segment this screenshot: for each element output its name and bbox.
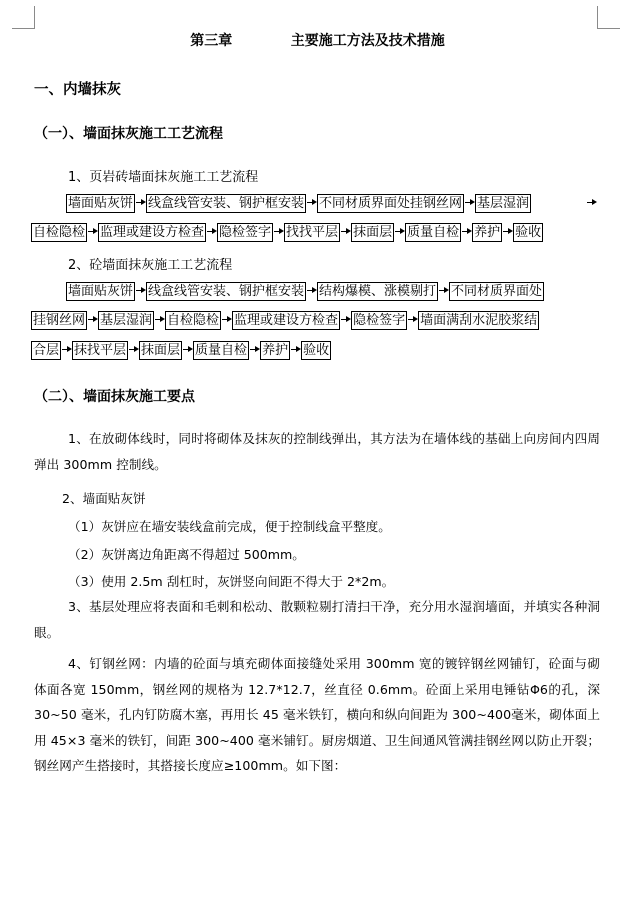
flow-step: 结构爆模、涨模剔打 [319, 283, 437, 299]
flow-step: 验收 [515, 224, 542, 240]
flow-step: 抹面层 [353, 224, 393, 240]
arrow-right-icon [340, 222, 351, 242]
flow-step: 墙面贴灰饼 [68, 283, 134, 299]
flow1-row1 [66, 193, 606, 213]
arrow-right-icon [586, 193, 597, 213]
paragraph-2-item-3: （3）使用 2.5m 刮杠时，灰饼竖向间距不得大于 2*2m。 [68, 574, 395, 589]
flow-step: 线盒线管安装、钢护框安装 [148, 195, 305, 211]
flow-step: 不同材质界面处挂钢丝网 [319, 195, 463, 211]
flow2-row1 [66, 281, 606, 301]
arrow-right-icon [135, 193, 146, 213]
arrow-right-icon [438, 281, 449, 301]
flow2-row3 [31, 340, 601, 360]
arrow-right-icon [394, 222, 405, 242]
page-corner-mark-left [12, 6, 35, 29]
flow-step: 养护 [474, 224, 501, 240]
arrow-right-icon [221, 310, 232, 330]
arrow-right-icon [182, 340, 193, 360]
arrow-right-icon [128, 340, 139, 360]
flow-step: 墙面贴灰饼 [68, 195, 134, 211]
flow2-row2 [31, 310, 601, 330]
paragraph-1: 1、在放砌体线时，同时将砌体及抹灰的控制线弹出，其方法为在墙体线的基础上向房间内四周弹出 300mm 控制线。 [34, 431, 600, 472]
page-corner-mark-right [597, 6, 620, 29]
arrow-right-icon [306, 281, 317, 301]
paragraph-4: 4、钉钢丝网：内墙的砼面与填充砌体面接缝处采用 300mm 宽的镀锌钢丝网铺钉，砼面与砌体面各宽 150mm，钢丝网的规格为 12.7*12.7，丝直径 0.6mm。砼面上采用电锤钻Φ6的孔，深 30~50 毫米，孔内钉防腐木塞，再用长 45 毫米铁钉，横向和纵向间距为 300~400毫米，砌体面上用 45×3 毫米的铁钉，间距 300~400 毫米铺钉。厨房烟道、卫生间通风管满挂钢丝网以防止开裂；钢丝网产生搭接时，其搭接长度应≥100mm。如下图： [34, 656, 600, 773]
flow-step: 质量自检 [195, 342, 248, 358]
arrow-right-icon [273, 222, 284, 242]
flow-step: 不同材质界面处 [451, 283, 543, 299]
flow-step: 自检隐检 [167, 312, 220, 328]
flow-step: 隐检签字 [219, 224, 272, 240]
arrow-right-icon [306, 193, 317, 213]
flow-step: 自检隐检 [33, 224, 86, 240]
flow-step: 抹面层 [141, 342, 181, 358]
arrow-right-icon [87, 222, 98, 242]
flow-step: 挂钢丝网 [33, 312, 86, 328]
paragraph-2-heading: 2、墙面贴灰饼 [62, 491, 146, 506]
flow-step: 抹找平层 [74, 342, 127, 358]
flow-step: 监理或建设方检查 [234, 312, 339, 328]
flow1-title: 1、页岩砖墙面抹灰施工工艺流程 [68, 170, 259, 185]
arrow-right-icon [61, 340, 72, 360]
arrow-right-icon [340, 310, 351, 330]
paragraph-3: 3、基层处理应将表面和毛刺和松动、散颗粒剔打清扫干净，充分用水湿润墙面，并填实各种洞眼。 [34, 599, 600, 640]
flow-step: 质量自检 [407, 224, 460, 240]
flow-step: 墙面满刮水泥胶浆结 [420, 312, 538, 328]
paragraph-2-item-1: （1）灰饼应在墙安装线盒前完成，便于控制线盒平整度。 [68, 519, 391, 534]
flow-step: 合层 [33, 342, 60, 358]
paragraph-2-item-2: （2）灰饼离边角距离不得超过 500mm。 [68, 547, 305, 562]
subsection-heading-2: （二）、墙面抹灰施工要点 [34, 389, 195, 405]
arrow-right-icon [249, 340, 260, 360]
chapter-title: 第三章 主要施工方法及技术措施 [190, 33, 445, 49]
section-heading: 一、内墙抹灰 [34, 82, 121, 98]
flow-step: 监理或建设方检查 [100, 224, 205, 240]
flow-step: 养护 [262, 342, 289, 358]
arrow-right-icon [502, 222, 513, 242]
flow-step: 线盒线管安装、钢护框安装 [148, 283, 305, 299]
flow-step: 隐检签字 [353, 312, 406, 328]
subsection-heading-1: （一）、墙面抹灰施工工艺流程 [34, 126, 223, 142]
flow-step: 基层湿润 [477, 195, 530, 211]
arrow-right-icon [87, 310, 98, 330]
flow-step: 找找平层 [286, 224, 339, 240]
flow1-row2 [31, 222, 601, 242]
arrow-right-icon [407, 310, 418, 330]
flow2-title: 2、砼墙面抹灰施工工艺流程 [68, 258, 233, 273]
arrow-right-icon [461, 222, 472, 242]
arrow-right-icon [206, 222, 217, 242]
arrow-right-icon [464, 193, 475, 213]
flow-step: 验收 [303, 342, 330, 358]
arrow-right-icon [135, 281, 146, 301]
arrow-right-icon [154, 310, 165, 330]
arrow-right-icon [290, 340, 301, 360]
flow-step: 基层湿润 [100, 312, 153, 328]
